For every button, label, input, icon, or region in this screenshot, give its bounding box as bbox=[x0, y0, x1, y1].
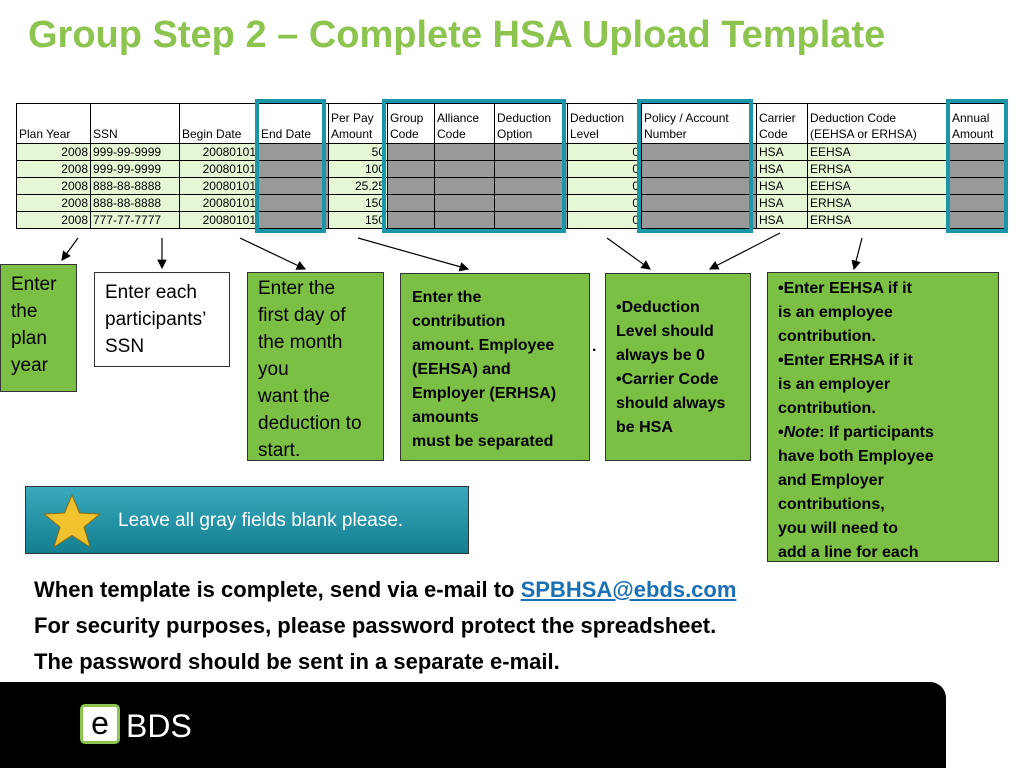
cell-deduction-code: EEHSA bbox=[808, 144, 950, 161]
cell-ssn: 999-99-9999 bbox=[91, 161, 180, 178]
header-annual-amount: Annual Amount bbox=[950, 104, 1008, 144]
cell-carrier-code: HSA bbox=[757, 144, 808, 161]
header-deduction-option: Deduction Option bbox=[495, 104, 568, 144]
cell-per-pay-amount: 150 bbox=[329, 212, 388, 229]
cell-per-pay-amount: 50 bbox=[329, 144, 388, 161]
cell-carrier-code: HSA bbox=[757, 212, 808, 229]
ebds-logo-text: BDS bbox=[126, 708, 192, 744]
deduction-code-callout-part1: •Enter EEHSA if it is an employee contribution. •Enter ERHSA if it is an employer contribution. • bbox=[778, 280, 913, 441]
plan-year-callout bbox=[0, 264, 77, 392]
amount-callout-text: Enter the contribution amount. Employee (EEHSA) and Employer (ERHSA) amounts must be separated bbox=[412, 289, 557, 450]
header-alliance-code: Alliance Code bbox=[435, 104, 495, 144]
cell-plan-year: 2008 bbox=[17, 212, 91, 229]
arrow-deduction-level bbox=[607, 238, 650, 269]
deduction-code-callout-text bbox=[778, 277, 994, 565]
instruction-line-3: The password should be sent in a separate e-mail. bbox=[34, 649, 560, 674]
gray-fields-banner bbox=[25, 486, 469, 554]
cell-plan-year: 2008 bbox=[17, 144, 91, 161]
cell-deduction-code: ERHSA bbox=[808, 212, 950, 229]
cell-ssn: 777-77-7777 bbox=[91, 212, 180, 229]
submission-instructions bbox=[34, 572, 736, 680]
header-per-pay-amount: Per Pay Amount bbox=[329, 104, 388, 144]
cell-deduction-level: 0 bbox=[568, 195, 642, 212]
cell-deduction-level: 0 bbox=[568, 144, 642, 161]
ssn-callout-text: Enter each participants’ SSN bbox=[105, 282, 207, 357]
header-begin-date: Begin Date bbox=[180, 104, 259, 144]
amount-callout bbox=[400, 273, 590, 461]
begin-date-callout-text: Enter the first day of the month you want the deduction to start. bbox=[258, 278, 362, 461]
header-end-date: End Date bbox=[259, 104, 329, 144]
arrow-plan-year bbox=[62, 238, 78, 260]
cell-carrier-code: HSA bbox=[757, 161, 808, 178]
cell-begin-date: 20080101 bbox=[180, 161, 259, 178]
cell-carrier-code: HSA bbox=[757, 178, 808, 195]
arrow-amount bbox=[358, 238, 468, 269]
header-deduction-code: Deduction Code (EEHSA or ERHSA) bbox=[808, 104, 950, 144]
cell-plan-year: 2008 bbox=[17, 178, 91, 195]
header-group-code: Group Code bbox=[388, 104, 435, 144]
header-deduction-level: Deduction Level bbox=[568, 104, 642, 144]
cell-plan-year: 2008 bbox=[17, 195, 91, 212]
cell-deduction-level: 0 bbox=[568, 161, 642, 178]
email-link[interactable]: SPBHSA@ebds.com bbox=[520, 577, 737, 602]
header-policy-account-number: Policy / Account Number bbox=[642, 104, 757, 144]
arrow-deduction-code bbox=[854, 238, 862, 269]
instruction-line-2: For security purposes, please password protect the spreadsheet. bbox=[34, 613, 717, 638]
cell-deduction-code: ERHSA bbox=[808, 161, 950, 178]
header-plan-year: Plan Year bbox=[17, 104, 91, 144]
begin-date-callout bbox=[247, 272, 384, 461]
instruction-line-1 bbox=[34, 572, 736, 608]
cell-plan-year: 2008 bbox=[17, 161, 91, 178]
gray-fields-banner-text: Leave all gray fields blank please. bbox=[118, 510, 404, 531]
level-carrier-callout-text: •Deduction Level should always be 0 •Carrier Code should always be HSA bbox=[616, 299, 726, 436]
cell-ssn: 888-88-8888 bbox=[91, 178, 180, 195]
page-title: Group Step 2 – Complete HSA Upload Template bbox=[28, 14, 886, 56]
cell-deduction-level: 0 bbox=[568, 178, 642, 195]
cell-ssn: 999-99-9999 bbox=[91, 144, 180, 161]
cell-begin-date: 20080101 bbox=[180, 212, 259, 229]
ebds-logo-mark: e bbox=[80, 704, 120, 744]
arrow-begin-date bbox=[240, 238, 305, 269]
instruction-email-prefix: When template is complete, send via e-mail to bbox=[34, 577, 521, 602]
ssn-callout bbox=[94, 272, 230, 367]
cell-deduction-code: ERHSA bbox=[808, 195, 950, 212]
header-ssn: SSN bbox=[91, 104, 180, 144]
cell-deduction-level: 0 bbox=[568, 212, 642, 229]
level-carrier-callout bbox=[605, 273, 751, 461]
plan-year-callout-text: Enter the plan year bbox=[11, 274, 57, 376]
deduction-code-note-word: Note bbox=[783, 424, 820, 441]
amount-callout-dot: . bbox=[592, 338, 597, 355]
cell-ssn: 888-88-8888 bbox=[91, 195, 180, 212]
cell-carrier-code: HSA bbox=[757, 195, 808, 212]
cell-per-pay-amount: 100 bbox=[329, 161, 388, 178]
cell-begin-date: 20080101 bbox=[180, 195, 259, 212]
deduction-code-callout bbox=[767, 272, 999, 562]
deduction-code-callout-part2: : If participants have both Employee and Employer contributions, you will need to add a line for each bbox=[778, 424, 934, 561]
cell-begin-date: 20080101 bbox=[180, 144, 259, 161]
cell-per-pay-amount: 150 bbox=[329, 195, 388, 212]
header-carrier-code: Carrier Code bbox=[757, 104, 808, 144]
cell-deduction-code: EEHSA bbox=[808, 178, 950, 195]
star-icon bbox=[40, 493, 104, 549]
arrow-carrier-code bbox=[710, 233, 780, 269]
cell-begin-date: 20080101 bbox=[180, 178, 259, 195]
cell-per-pay-amount: 25.25 bbox=[329, 178, 388, 195]
